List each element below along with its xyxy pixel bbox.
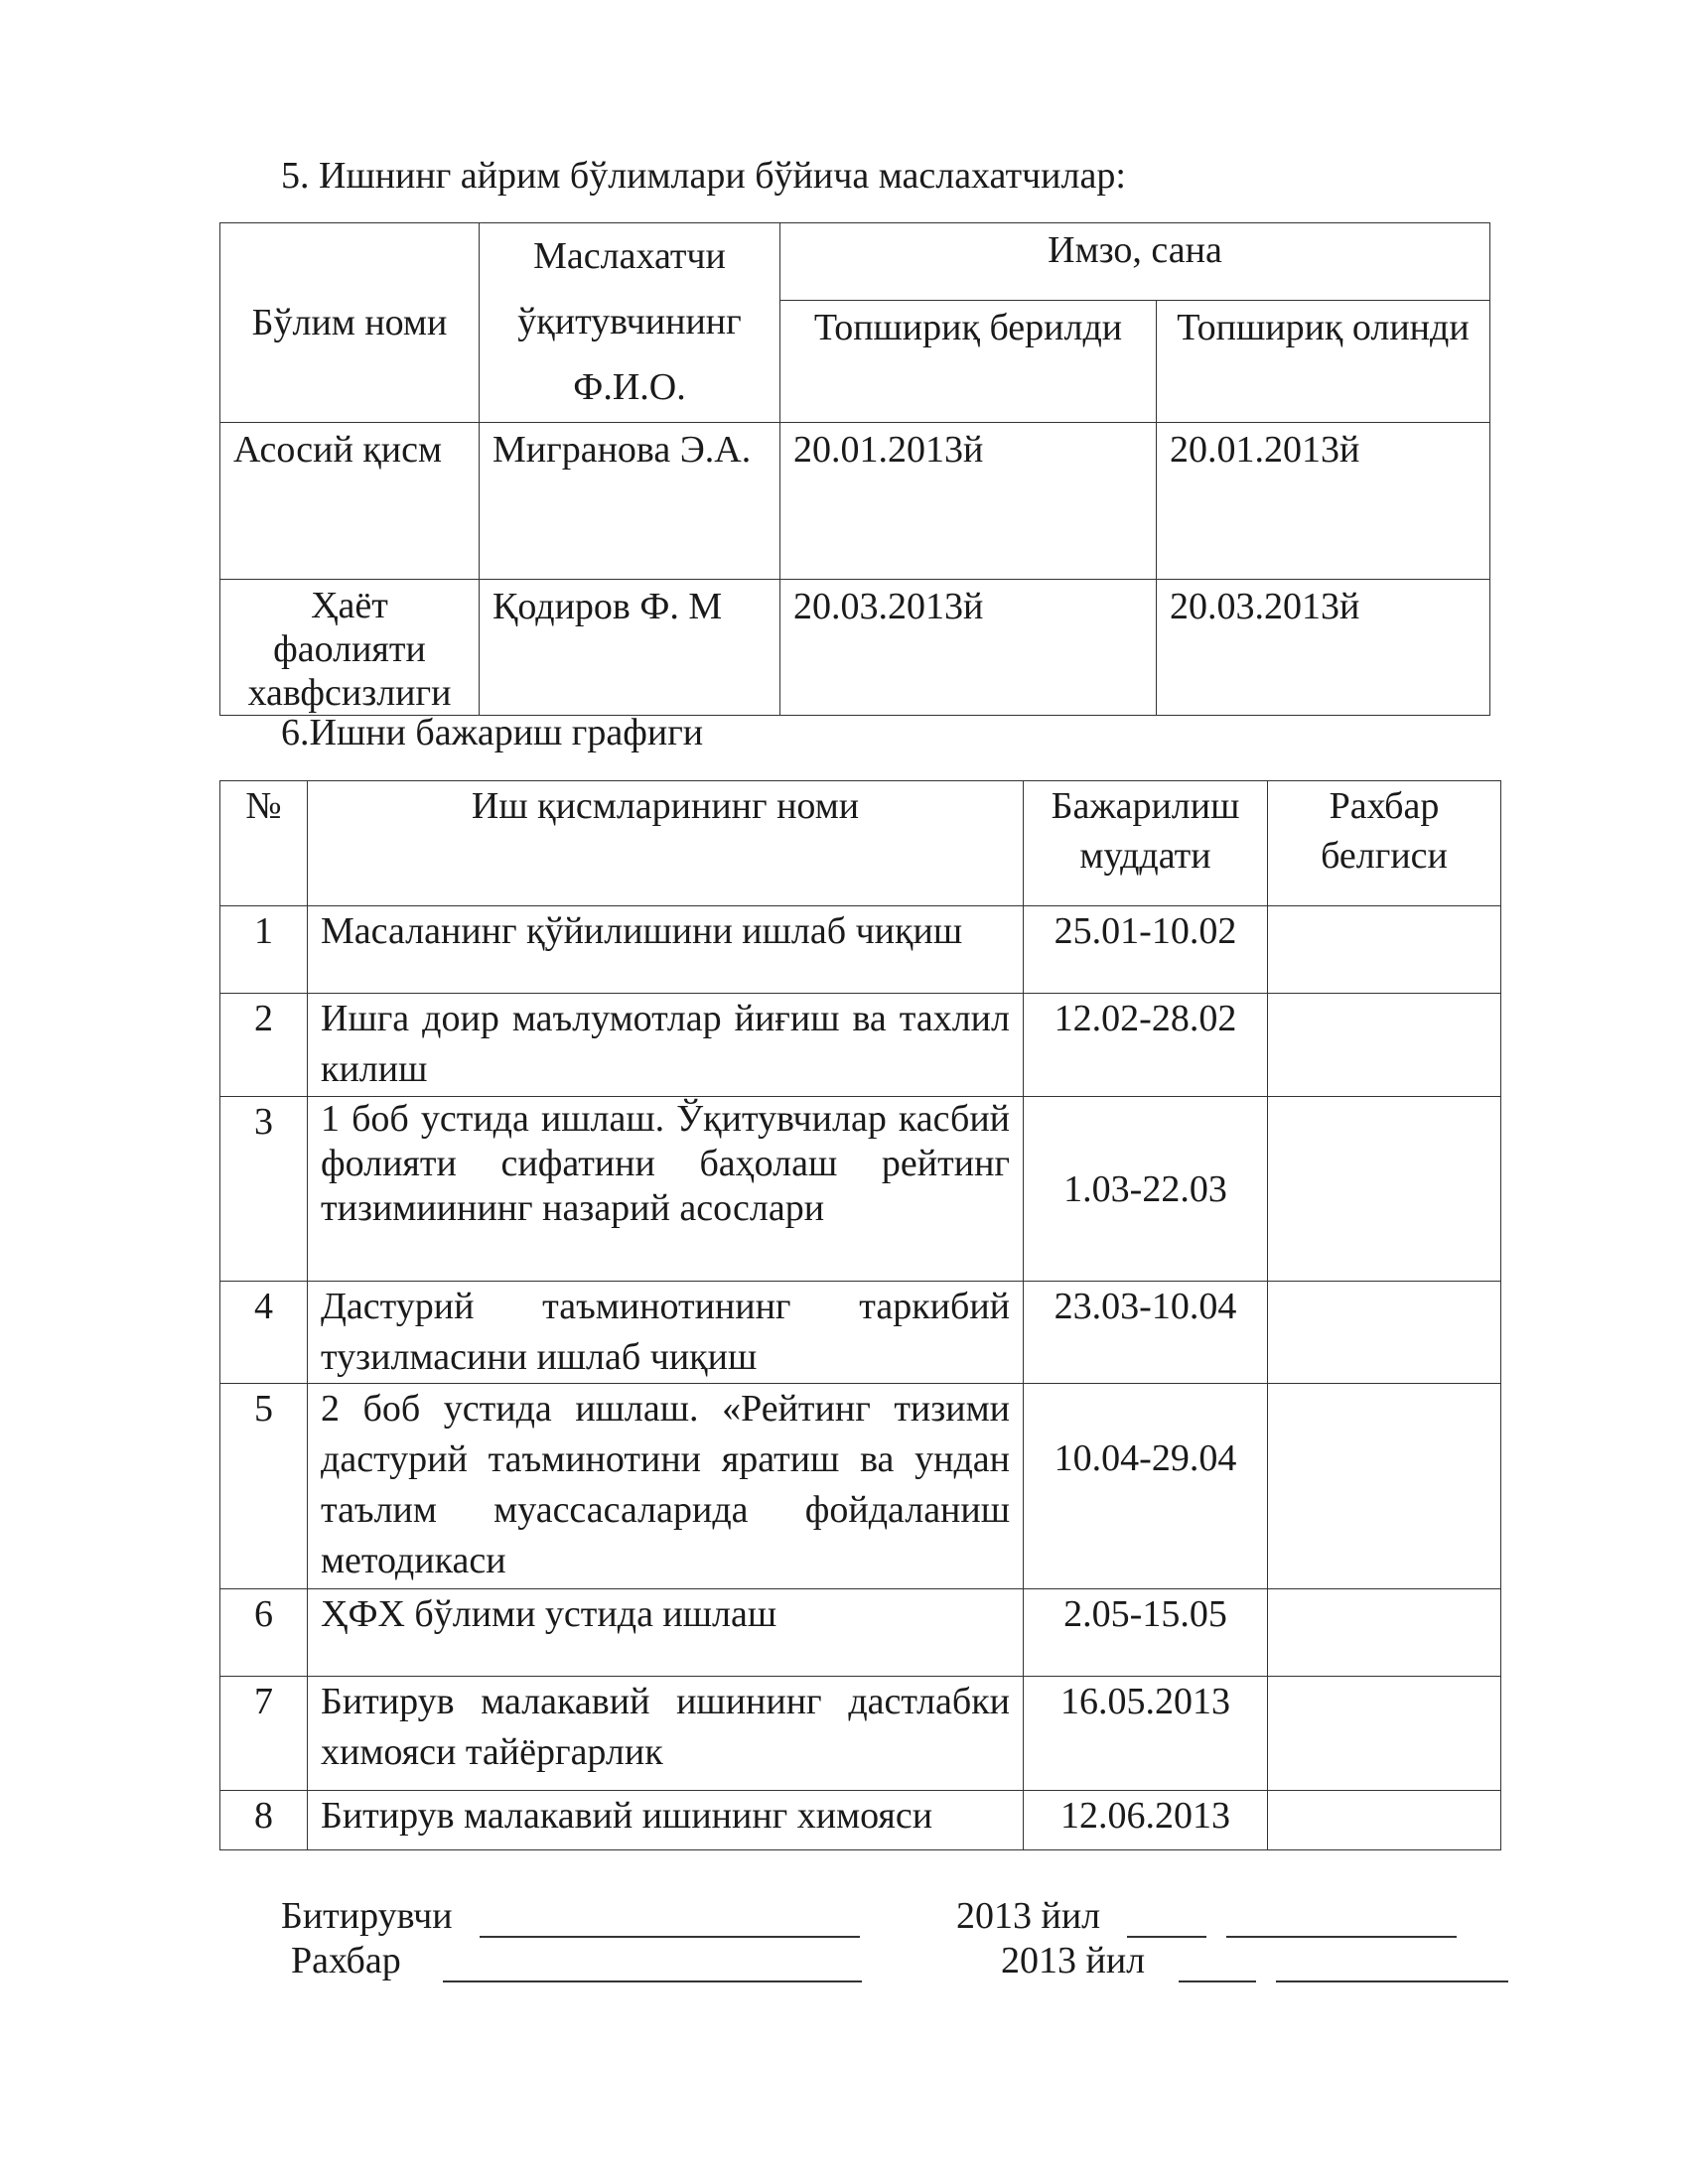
cell-task-name: Ишга доир маълумотлар йиғиш ва тахлил килиш xyxy=(308,994,1024,1097)
col-header-name: Иш қисмларининг номи xyxy=(308,781,1024,906)
table-row xyxy=(220,580,1490,716)
cell-num: 4 xyxy=(220,1282,308,1384)
table-row xyxy=(220,1282,1501,1384)
cell-task-name: Битирув малакавий ишининг дастлабки химояси тайёргарлик xyxy=(308,1677,1024,1791)
table-row xyxy=(220,1791,1501,1850)
section6-heading: 6.Ишни бажариш графиги xyxy=(281,712,704,753)
schedule-table xyxy=(219,780,1501,1850)
cell-mark xyxy=(1268,1282,1501,1384)
graduate-signature-line[interactable] xyxy=(480,1902,860,1938)
cell-deadline: 12.02-28.02 xyxy=(1024,994,1268,1097)
cell-task-name: Дастурий таъминотининг таркибий тузилмасини ишлаб чиқиш xyxy=(308,1282,1024,1384)
col-header-num: № xyxy=(220,781,308,906)
cell-given-date: 20.03.2013й xyxy=(780,580,1157,716)
cell-consultant: Қодиров Ф. М xyxy=(480,580,780,716)
table-row xyxy=(220,1097,1501,1282)
cell-num: 3 xyxy=(220,1097,308,1282)
cell-deadline: 23.03-10.04 xyxy=(1024,1282,1268,1384)
graduate-year-label: 2013 йил xyxy=(956,1895,1101,1937)
col-header-section-name: Бўлим номи xyxy=(220,223,480,423)
cell-deadline: 10.04-29.04 xyxy=(1024,1384,1268,1589)
graduate-day-line[interactable] xyxy=(1127,1902,1206,1938)
supervisor-signature-row xyxy=(291,1939,401,1982)
cell-deadline: 1.03-22.03 xyxy=(1024,1097,1268,1282)
cell-section: Асосий қисм xyxy=(220,423,480,580)
cell-section: Ҳаёт фаолияти хавфсизлиги xyxy=(220,580,480,716)
cell-deadline: 16.05.2013 xyxy=(1024,1677,1268,1791)
supervisor-year-label: 2013 йил xyxy=(1001,1940,1146,1981)
table-row xyxy=(220,994,1501,1097)
cell-received-date: 20.01.2013й xyxy=(1157,423,1490,580)
cell-mark xyxy=(1268,1677,1501,1791)
cell-deadline: 12.06.2013 xyxy=(1024,1791,1268,1850)
cell-mark xyxy=(1268,906,1501,994)
col-header-consultant: Маслахатчи ўқитувчининг Ф.И.О. xyxy=(480,223,780,423)
supervisor-day-line[interactable] xyxy=(1179,1947,1256,1982)
cell-task-name: ҲФХ бўлими устида ишлаш xyxy=(308,1589,1024,1677)
col-header-task-received: Топшириқ олинди xyxy=(1157,301,1490,423)
cell-mark xyxy=(1268,1589,1501,1677)
cell-deadline: 25.01-10.02 xyxy=(1024,906,1268,994)
cell-num: 1 xyxy=(220,906,308,994)
cell-given-date: 20.01.2013й xyxy=(780,423,1157,580)
cell-num: 2 xyxy=(220,994,308,1097)
col-header-task-given: Топшириқ берилди xyxy=(780,301,1157,423)
cell-mark xyxy=(1268,1791,1501,1850)
supervisor-signature-line[interactable] xyxy=(443,1947,862,1982)
section5-heading: 5. Ишнинг айрим бўлимлари бўйича маслахатчилар: xyxy=(281,155,1126,197)
cell-deadline: 2.05-15.05 xyxy=(1024,1589,1268,1677)
col-header-signature-date: Имзо, сана xyxy=(780,223,1490,301)
supervisor-month-line[interactable] xyxy=(1276,1947,1508,1982)
table-row xyxy=(220,1677,1501,1791)
table-row xyxy=(220,1384,1501,1589)
graduate-label: Битирувчи xyxy=(281,1895,453,1937)
col-header-deadline: Бажарилиш муддати xyxy=(1024,781,1268,906)
cell-mark xyxy=(1268,994,1501,1097)
graduate-month-line[interactable] xyxy=(1226,1902,1457,1938)
cell-num: 7 xyxy=(220,1677,308,1791)
cell-num: 5 xyxy=(220,1384,308,1589)
table-row xyxy=(220,906,1501,994)
table-row xyxy=(220,1589,1501,1677)
cell-task-name: Масаланинг қўйилишини ишлаб чиқиш xyxy=(308,906,1024,994)
cell-task-name: Битирув малакавий ишининг химояси xyxy=(308,1791,1024,1850)
supervisor-label: Рахбар xyxy=(291,1940,401,1981)
cell-num: 6 xyxy=(220,1589,308,1677)
cell-consultant: Мигранова Э.А. xyxy=(480,423,780,580)
cell-mark xyxy=(1268,1384,1501,1589)
cell-task-name: 1 боб устида ишлаш. Ўқитувчилар касбий фолияти сифатини баҳолаш рейтинг тизимиининг назарий асослари xyxy=(308,1097,1024,1282)
graduate-signature-row xyxy=(281,1894,453,1938)
table-row xyxy=(220,423,1490,580)
col-header-supervisor-mark: Рахбар белгиси xyxy=(1268,781,1501,906)
cell-received-date: 20.03.2013й xyxy=(1157,580,1490,716)
consultants-table xyxy=(219,222,1490,716)
cell-num: 8 xyxy=(220,1791,308,1850)
cell-task-name: 2 боб устида ишлаш. «Рейтинг тизими дастурий таъминотини яратиш ва ундан таълим муассасаларида фойдаланиш методикаси xyxy=(308,1384,1024,1589)
cell-mark xyxy=(1268,1097,1501,1282)
